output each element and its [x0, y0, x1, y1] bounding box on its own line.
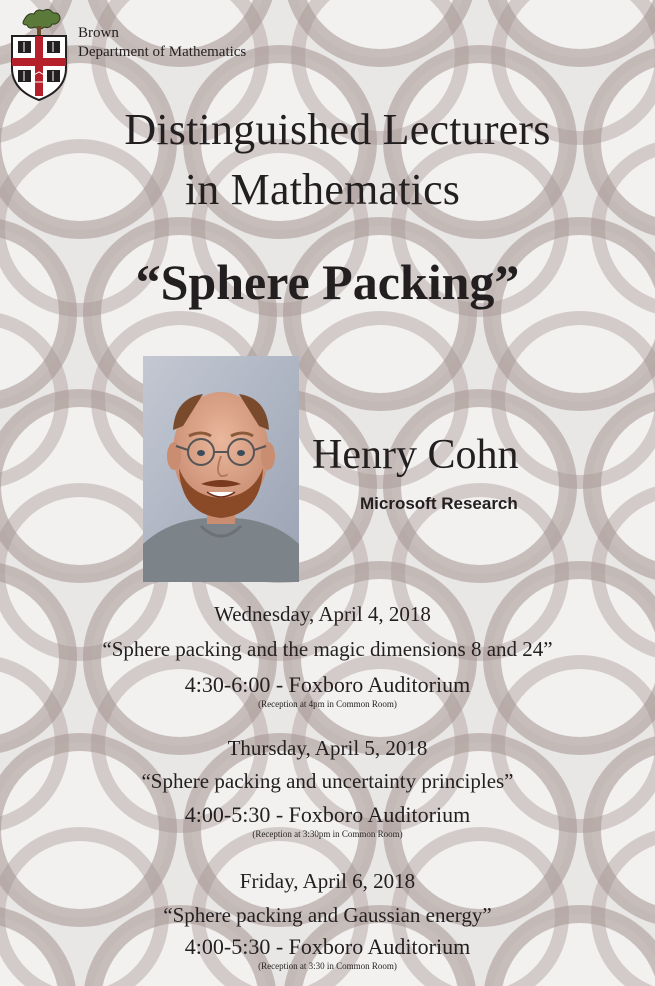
- event-time-location: 4:30-6:00 - Foxboro Auditorium: [184, 672, 471, 697]
- brown-university-shield-icon: [8, 6, 70, 102]
- event-date: Wednesday, April 4, 2018: [214, 602, 431, 626]
- university-name: Brown: [78, 25, 119, 41]
- speaker-affiliation: Microsoft Research: [360, 494, 518, 513]
- department-name: Department of Mathematics: [78, 44, 247, 60]
- series-title-line-2: in Mathematics: [184, 165, 461, 214]
- event-topic: “Sphere packing and Gaussian energy”: [163, 903, 492, 927]
- event-date: Friday, April 6, 2018: [239, 869, 416, 893]
- event-time-location: 4:00-5:30 - Foxboro Auditorium: [184, 802, 471, 827]
- event-reception: (Reception at 3:30pm in Common Room): [252, 829, 403, 839]
- event-reception: (Reception at 3:30 in Common Room): [258, 961, 397, 971]
- speaker-photo: [143, 356, 299, 582]
- speaker-name: Henry Cohn: [312, 432, 519, 478]
- department-header: [78, 24, 246, 62]
- event-topic: “Sphere packing and the magic dimensions 8 and 24”: [102, 637, 553, 661]
- event-reception: (Reception at 4pm in Common Room): [258, 699, 397, 709]
- event-date: Thursday, April 5, 2018: [227, 736, 428, 760]
- series-title-line-1: Distinguished Lecturers: [124, 105, 551, 154]
- event-time-location: 4:00-5:30 - Foxboro Auditorium: [184, 934, 471, 959]
- talk-title: “Sphere Packing”: [135, 254, 520, 310]
- event-topic: “Sphere packing and uncertainty principles”: [141, 769, 514, 793]
